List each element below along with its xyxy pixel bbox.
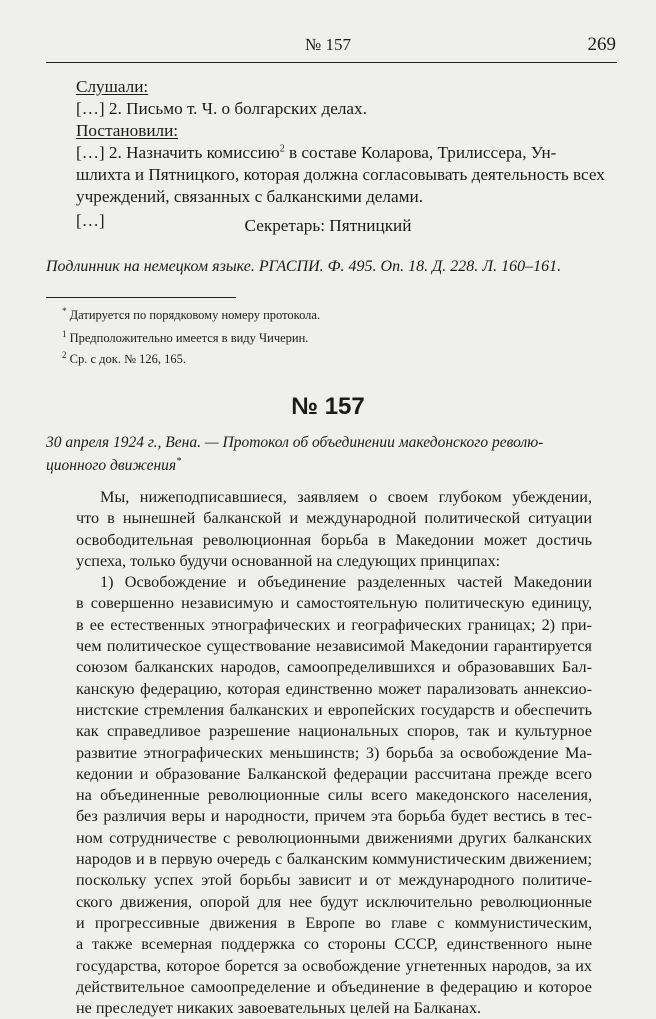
document-title-text: ционного движения: [46, 457, 177, 475]
resolved-label: Постановили:: [76, 121, 179, 140]
document-number: № 157: [291, 393, 365, 420]
footnote-mark: 2: [62, 350, 67, 360]
body-line: на объединенные революционные силы всего македонского населения,: [76, 786, 592, 805]
footnote-mark: 1: [62, 329, 67, 339]
footnote: [62, 329, 308, 346]
body-line: государства, которое борется за освобождение угнетенных народов, за их: [76, 956, 592, 975]
body-line: освободительная революционная борьба в Македонии может достичь: [76, 530, 592, 549]
footnote-text: Ср. с док. № 126, 165.: [69, 352, 186, 367]
body-line: и прогрессивные движения в Европе во главе с коммунистическим,: [76, 913, 592, 932]
running-head: № 157: [305, 35, 351, 54]
secretary-signature: Секретарь: Пятницкий: [244, 216, 412, 235]
header-rule: [46, 62, 617, 63]
heard-label: Слушали:: [76, 77, 149, 96]
body-line: союзом балканских народов, самоопределившихся и образовавших Бал-: [76, 658, 592, 677]
body-line: ского движения, опорой для нее будут исключительно революционные: [76, 892, 592, 911]
footnote-ref-2: 2: [279, 143, 285, 155]
footnote-text: Датируется по порядковому номеру протокола.: [69, 308, 321, 323]
footnote: [62, 350, 186, 367]
body-line: в ее естественных этнографических и географических границах; 2) при-: [76, 615, 592, 634]
archival-source: Подлинник на немецком языке. РГАСПИ. Ф. 495. Оп. 18. Д. 228. Л. 160–161.: [46, 258, 562, 275]
body-line: в совершенно независимую и самостоятельную политическую единицу,: [76, 594, 592, 613]
document-title-line-2: [46, 456, 181, 475]
footnote-rule: [46, 297, 236, 298]
resolved-line-2: шлихта и Пятницкого, которая должна согласовывать деятельность всех: [76, 165, 605, 184]
resolved-line-3: учреждений, связанных с балканскими делами.: [76, 187, 424, 206]
title-footnote-mark: *: [176, 456, 182, 467]
body-line: народов и в первую очередь с балканским коммунистическим движением;: [76, 850, 592, 869]
body-line: канскую федерацию, которая единственно может парализовать аннексио-: [76, 679, 592, 698]
resolved-line-1-start: […] 2. Назначить комиссию: [76, 143, 280, 162]
body-line: что в нынешней балканской и международной политической ситуации: [76, 509, 592, 528]
footnote-mark: *: [62, 306, 67, 316]
document-body: [76, 487, 592, 1019]
body-line: Мы, нижеподписавшиеся, заявляем о своем глубоком убеждении,: [100, 488, 592, 506]
document-title-line-1: 30 апреля 1924 г., Вена. — Протокол об объединении македонского револю-: [46, 434, 544, 451]
body-line: развитие этнографических меньшинств; 3) борьба за освобождение Ма-: [76, 743, 592, 762]
body-line: ном сотрудничестве с революционными движениями других балканских: [76, 828, 592, 847]
body-line: поскольку успех этой борьбы зависит и от международного политиче-: [76, 871, 592, 890]
body-line: 1) Освобождение и объединение разделенных частей Македонии: [100, 573, 592, 592]
ellipsis: […]: [76, 211, 105, 230]
body-line: а также всемерная поддержка со стороны СССР, единственного ныне: [76, 935, 592, 954]
heard-item: […] 2. Письмо т. Ч. о болгарских делах.: [76, 99, 367, 118]
body-line: без различия веры и народности, причем эта борьба будет вестись в тес-: [76, 807, 592, 826]
body-line: чем политическое существование независимой Македонии гарантируется: [76, 637, 592, 656]
body-line: как справедливое разрешение национальных споров, так и культурное: [76, 722, 592, 741]
footnote-text: Предположительно имеется в виду Чичерин.: [69, 331, 309, 346]
resolved-line-1: [76, 143, 556, 163]
body-line: действительное самоопределение и объединение в федерацию и которое: [76, 977, 592, 996]
body-line: успеха, только будучи основанной на следующих принципах:: [76, 551, 501, 570]
body-line: не преследует никаких завоевательных целей на Балканах.: [76, 999, 482, 1018]
page-number: 269: [587, 34, 616, 55]
body-line: кедонии и образование Балканской федерации рассчитана прежде всего: [76, 764, 592, 783]
footnote: [62, 306, 320, 323]
resolved-line-1-rest: в составе Коларова, Трилиссера, Ун-: [284, 143, 557, 162]
body-line: нистские стремления балканских и европейских государств и обеспечить: [76, 700, 592, 719]
